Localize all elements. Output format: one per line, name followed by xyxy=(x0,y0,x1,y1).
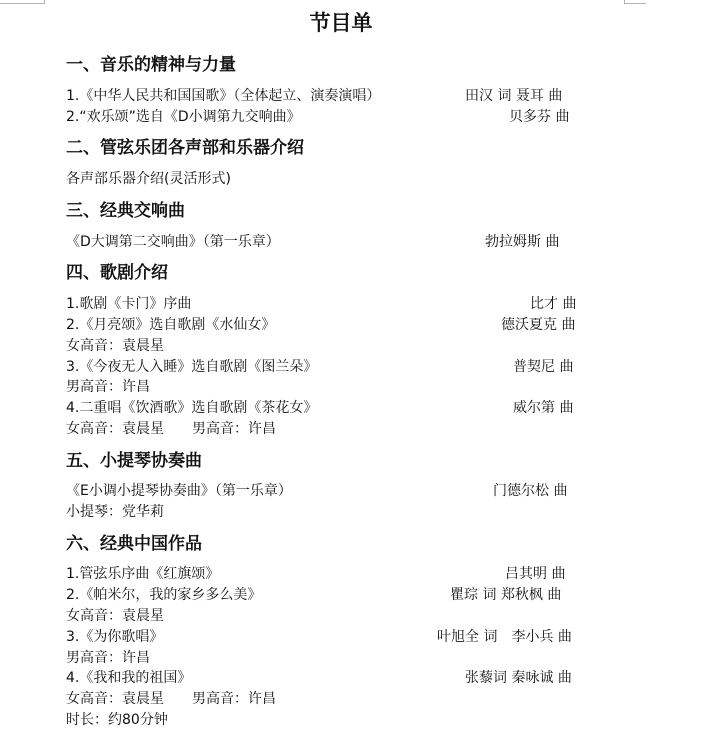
page-title: 节目单 xyxy=(309,10,373,35)
performer-line: 女高音：袁晨星 xyxy=(66,338,164,354)
page-corner-mark-right-h xyxy=(624,3,646,4)
program-credit: 贝多芬 曲 xyxy=(509,109,570,125)
section-heading: 五、小提琴协奏曲 xyxy=(66,451,202,471)
program-item: 1.歌剧《卡门》序曲 xyxy=(66,296,192,312)
program-credit: 瞿琮 词 郑秋枫 曲 xyxy=(450,587,562,603)
page-corner-mark-left-h xyxy=(0,3,44,4)
program-item: 2.《月亮颂》选自歌剧《水仙女》 xyxy=(66,317,276,333)
program-credit: 门德尔松 曲 xyxy=(493,483,568,499)
section-heading: 二、管弦乐团各声部和乐器介绍 xyxy=(66,138,304,158)
performer-line: 女高音：袁晨星 男高音：许昌 xyxy=(66,691,276,707)
performer-line: 小提琴：党华莉 xyxy=(66,504,164,520)
program-item: 1.《中华人民共和国国歌》（全体起立、演奏演唱） xyxy=(66,88,381,104)
program-credit: 德沃夏克 曲 xyxy=(501,317,576,333)
program-credit: 叶旭全 词 李小兵 曲 xyxy=(437,629,572,645)
program-item: 3.《今夜无人入睡》选自歌剧《图兰朵》 xyxy=(66,359,318,375)
page-corner-mark-right-v xyxy=(624,0,625,4)
performer-line: 男高音：许昌 xyxy=(66,379,150,395)
performer-line: 男高音：许昌 xyxy=(66,650,150,666)
section-heading: 一、音乐的精神与力量 xyxy=(66,55,236,75)
program-item: 1.管弦乐序曲《红旗颂》 xyxy=(66,566,220,582)
program-credit: 勃拉姆斯 曲 xyxy=(485,234,560,250)
program-item: 3.《为你歌唱》 xyxy=(66,629,164,645)
section-heading: 四、歌剧介绍 xyxy=(66,263,168,283)
duration-line: 时长：约80分钟 xyxy=(66,712,168,728)
performer-line: 女高音：袁晨星 xyxy=(66,608,164,624)
section-heading: 三、经典交响曲 xyxy=(66,201,185,221)
program-item: 《E小调小提琴协奏曲》（第一乐章） xyxy=(66,483,292,499)
program-item: 4.二重唱《饮酒歌》选自歌剧《茶花女》 xyxy=(66,400,318,416)
section-heading: 六、经典中国作品 xyxy=(66,534,202,554)
program-item: 4.《我和我的祖国》 xyxy=(66,670,192,686)
page-corner-mark-left-v xyxy=(44,0,45,4)
program-credit: 普契尼 曲 xyxy=(513,359,574,375)
program-credit: 吕其明 曲 xyxy=(505,566,566,582)
program-credit: 张藜词 秦咏诚 曲 xyxy=(465,670,572,686)
program-credit: 比才 曲 xyxy=(530,296,577,312)
program-credit: 威尔第 曲 xyxy=(513,400,574,416)
program-item: 2.“欢乐颂”选自《D小调第九交响曲》 xyxy=(66,109,301,125)
program-item: 《D大调第二交响曲》（第一乐章） xyxy=(66,234,280,250)
program-item: 各声部乐器介绍(灵活形式) xyxy=(66,171,231,187)
performer-line: 女高音：袁晨星 男高音：许昌 xyxy=(66,421,276,437)
program-credit: 田汉 词 聂耳 曲 xyxy=(465,88,563,104)
program-item: 2.《帕米尔，我的家乡多么美》 xyxy=(66,587,262,603)
